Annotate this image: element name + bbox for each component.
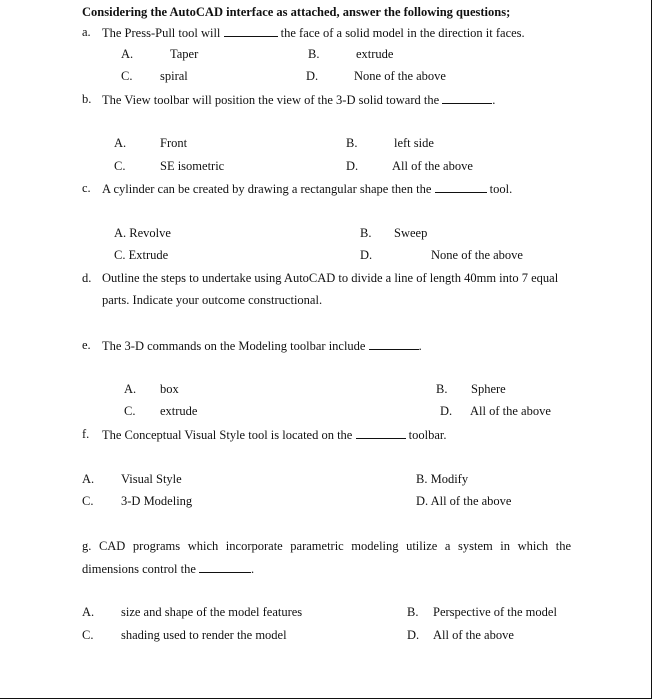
option-letter: C. (82, 628, 94, 642)
option-text: Taper (170, 47, 199, 61)
question-number: d. (82, 271, 92, 285)
answer-blank (199, 562, 251, 573)
option-text: SE isometric (160, 159, 225, 173)
option-text: spiral (160, 69, 188, 83)
option-text: All of the above (470, 404, 551, 418)
question-number: f. (82, 427, 90, 441)
answer-blank (442, 93, 492, 104)
option-letter: B. (346, 136, 358, 150)
option-text: Sphere (471, 382, 506, 396)
option-text: left side (394, 136, 434, 150)
option-text: Sweep (394, 226, 428, 240)
option-letter: B. (436, 382, 448, 396)
option-letter: C. (124, 404, 136, 418)
option-text: Visual Style (121, 472, 182, 486)
question-stem: The View toolbar will position the view of the 3-D solid toward the . (102, 93, 496, 107)
option-text: All of the above (433, 628, 514, 642)
question-text-line-2: parts. Indicate your outcome constructional. (102, 293, 323, 307)
question-stem: The Conceptual Visual Style tool is located on the toolbar. (102, 428, 447, 442)
question-text-line-1: Outline the steps to undertake using AutoCAD to divide a line of length 40mm into 7 equal (102, 271, 559, 285)
option-letter: B. (308, 47, 320, 61)
option-text: size and shape of the model features (121, 605, 303, 619)
option-letter: D. (440, 404, 453, 418)
option-letter: A. (124, 382, 137, 396)
answer-blank (369, 339, 419, 350)
option-letter: B. (360, 226, 372, 240)
question-number: e. (82, 338, 91, 352)
option-text: box (160, 382, 179, 396)
answer-blank (224, 26, 278, 37)
option-letter: A. (121, 47, 134, 61)
question-number: b. (82, 92, 92, 106)
option-letter: B. (407, 605, 419, 619)
question-stem: dimensions control the . (82, 562, 255, 576)
option-text: None of the above (431, 248, 523, 262)
option-letter: D. (306, 69, 319, 83)
option-letter: A. (82, 605, 95, 619)
option-letter: A. (114, 136, 127, 150)
question-number: c. (82, 181, 91, 195)
option-text: extrude (356, 47, 394, 61)
answer-blank (435, 182, 487, 193)
option-text: shading used to render the model (121, 628, 287, 642)
option-text: All of the above (392, 159, 473, 173)
option-text: 3-D Modeling (121, 494, 193, 508)
option-b: B. Modify (416, 472, 469, 486)
worksheet-header: Considering the AutoCAD interface as attached, answer the following questions; (82, 5, 511, 19)
option-letter: D. (346, 159, 359, 173)
option-c: C. Extrude (114, 248, 169, 262)
option-text: Front (160, 136, 188, 150)
option-letter: C. (82, 494, 94, 508)
option-a: A. Revolve (114, 226, 171, 240)
question-stem: A cylinder can be created by drawing a rectangular shape then the tool. (102, 182, 513, 196)
option-letter: C. (114, 159, 126, 173)
option-letter: D. (407, 628, 420, 642)
answer-blank (356, 428, 406, 439)
option-letter: A. (82, 472, 95, 486)
option-letter: C. (121, 69, 133, 83)
option-d: D. All of the above (416, 494, 512, 508)
question-stem: The 3-D commands on the Modeling toolbar include . (102, 339, 422, 353)
question-text-line-1: g. CAD programs which incorporate parametric modeling utilize a system in which the (82, 539, 571, 553)
option-text: Perspective of the model (433, 605, 557, 619)
option-letter: D. (360, 248, 373, 262)
question-stem: The Press-Pull tool will the face of a solid model in the direction it faces. (102, 26, 525, 40)
question-number: a. (82, 25, 91, 39)
option-text: extrude (160, 404, 198, 418)
option-text: None of the above (354, 69, 446, 83)
